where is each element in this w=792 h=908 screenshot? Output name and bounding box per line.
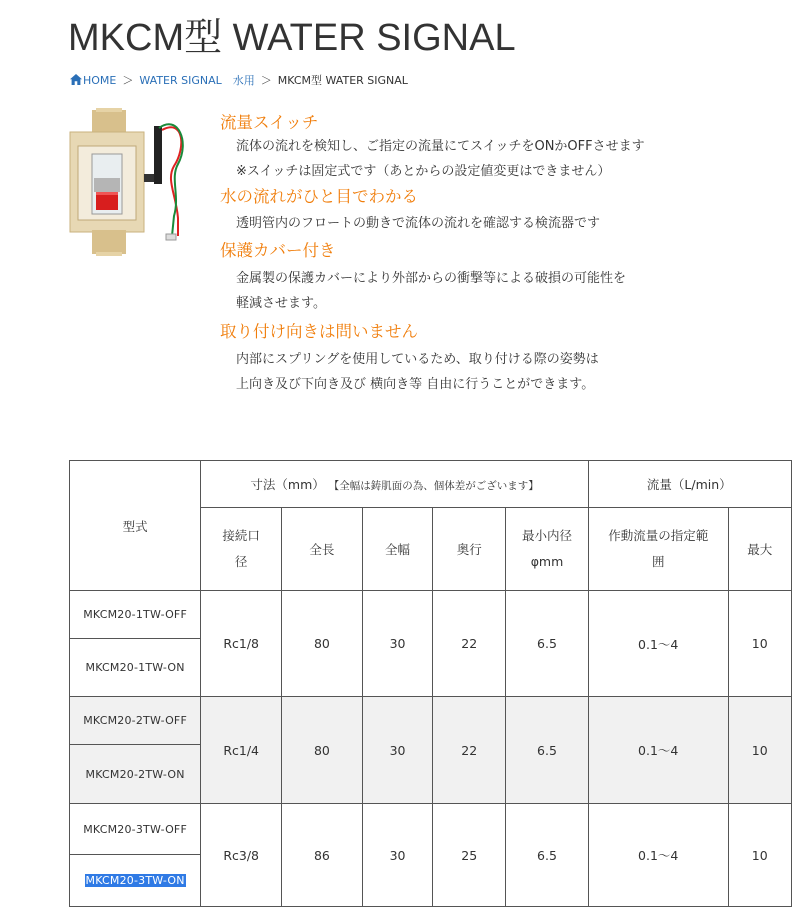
selected-model-text[interactable]: MKCM20-3TW-ON xyxy=(85,874,185,887)
length-cell: 80 xyxy=(282,591,363,697)
flow-range-cell: 0.1～4 xyxy=(588,697,728,804)
breadcrumb-home-label: HOME xyxy=(83,74,117,87)
table-row xyxy=(70,804,792,855)
feature-text: 上向き及び下向き及び 横向き等 自由に行うことができます。 xyxy=(236,377,595,392)
feature-text: ※スイッチは固定式です（あとからの設定値変更はできません） xyxy=(236,164,611,179)
min-diameter-cell: 6.5 xyxy=(506,697,589,804)
spec-table-container xyxy=(69,460,792,908)
port-cell: Rc3/8 xyxy=(201,804,282,907)
max-flow-cell: 10 xyxy=(728,591,792,697)
table-row xyxy=(70,697,792,745)
model-cell: MKCM20-1TW-OFF xyxy=(70,591,201,639)
header-flow: 流量（L/min） xyxy=(588,461,791,508)
model-cell xyxy=(70,855,201,907)
breadcrumb-current: MKCM型 WATER SIGNAL xyxy=(277,74,408,87)
header-dimensions-note: 【全幅は鋳肌面の為、個体差がございます】 xyxy=(328,480,539,492)
header-min-diameter-line: φmm xyxy=(530,554,564,569)
breadcrumb-category-link[interactable]: WATER SIGNAL 水用 xyxy=(139,74,255,87)
feature-text: 内部にスプリングを使用しているため、取り付ける際の姿勢は xyxy=(236,352,599,367)
header-width: 全幅 xyxy=(362,508,433,591)
max-flow-cell: 10 xyxy=(728,804,792,907)
feature-item xyxy=(220,321,780,397)
header-dimensions-label: 寸法（mm） xyxy=(250,477,325,492)
header-depth: 奥行 xyxy=(433,508,506,591)
length-cell: 80 xyxy=(282,697,363,804)
table-row xyxy=(70,591,792,639)
page-title: MKCM型 WATER SIGNAL xyxy=(68,17,516,59)
depth-cell: 22 xyxy=(433,591,506,697)
feature-text: 軽減させます。 xyxy=(236,296,326,311)
header-model: 型式 xyxy=(70,461,201,591)
breadcrumb-home-link[interactable] xyxy=(70,74,116,87)
feature-item xyxy=(220,240,780,316)
model-cell: MKCM20-3TW-OFF xyxy=(70,804,201,855)
feature-text: 流体の流れを検知し、ご指定の流量にてスイッチをONかOFFさせます xyxy=(236,139,645,154)
depth-cell: 25 xyxy=(433,804,506,907)
header-port-line: 接続口 xyxy=(222,528,260,543)
flow-range-cell: 0.1～4 xyxy=(588,591,728,697)
feature-heading: 流量スイッチ xyxy=(220,113,319,132)
header-flow-range xyxy=(588,508,728,591)
width-cell: 30 xyxy=(362,591,433,697)
breadcrumb-separator: ＞ xyxy=(122,74,134,87)
feature-heading: 保護カバー付き xyxy=(220,241,336,260)
min-diameter-cell: 6.5 xyxy=(506,804,589,907)
width-cell: 30 xyxy=(362,804,433,907)
feature-heading: 水の流れがひと目でわかる xyxy=(220,187,418,206)
model-cell: MKCM20-1TW-ON xyxy=(70,639,201,697)
header-port xyxy=(201,508,282,591)
header-min-diameter-line: 最小内径 xyxy=(521,528,572,543)
header-min-diameter xyxy=(506,508,589,591)
feature-list xyxy=(220,112,780,397)
min-diameter-cell: 6.5 xyxy=(506,591,589,697)
feature-heading: 取り付け向きは問いません xyxy=(220,322,418,341)
port-cell: Rc1/8 xyxy=(201,591,282,697)
header-length: 全長 xyxy=(282,508,363,591)
depth-cell: 22 xyxy=(433,697,506,804)
header-flow-range-line: 作動流量の指定範 xyxy=(608,528,709,543)
port-cell: Rc1/4 xyxy=(201,697,282,804)
feature-text: 透明管内のフロートの動きで流体の流れを確認する検流器です xyxy=(236,216,601,231)
length-cell: 86 xyxy=(282,804,363,907)
spec-table xyxy=(69,460,792,907)
header-port-line: 径 xyxy=(234,554,248,569)
header-max: 最大 xyxy=(728,508,792,591)
home-icon xyxy=(70,74,82,85)
product-image xyxy=(66,108,192,258)
feature-item xyxy=(220,186,780,236)
flow-range-cell: 0.1～4 xyxy=(588,804,728,907)
feature-item xyxy=(220,112,780,184)
header-dimensions xyxy=(201,461,589,508)
max-flow-cell: 10 xyxy=(728,697,792,804)
width-cell: 30 xyxy=(362,697,433,804)
model-cell: MKCM20-2TW-ON xyxy=(70,745,201,804)
model-cell: MKCM20-2TW-OFF xyxy=(70,697,201,745)
feature-text: 金属製の保護カバーにより外部からの衝撃等による破損の可能性を xyxy=(236,271,627,286)
breadcrumb xyxy=(70,72,408,88)
header-flow-range-line: 囲 xyxy=(651,554,665,569)
breadcrumb-separator: ＞ xyxy=(260,74,272,87)
